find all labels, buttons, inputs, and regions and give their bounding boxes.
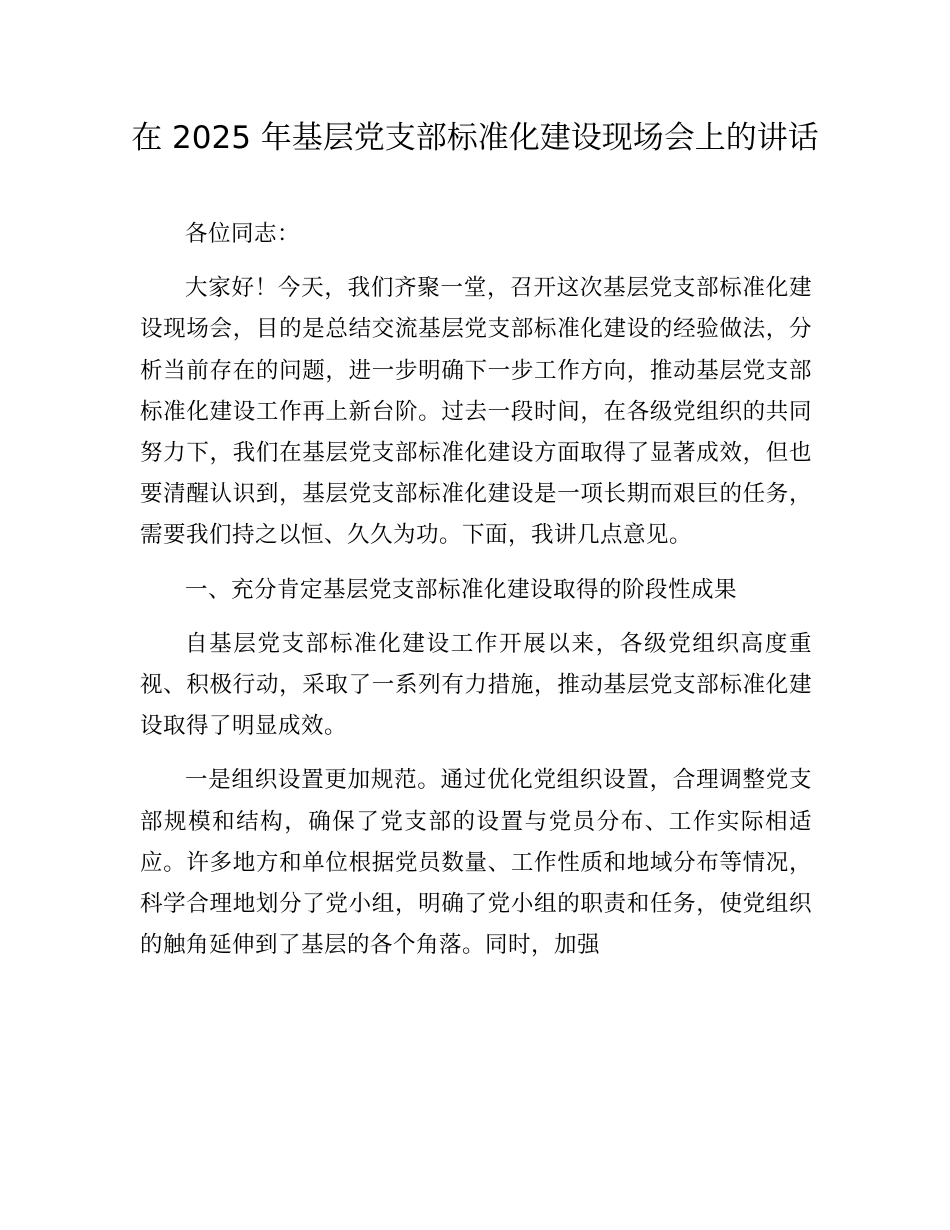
- document-body: [140, 214, 812, 979]
- salutation: 各位同志：: [185, 221, 301, 247]
- paragraph-organization: 一是组织设置更加规范。通过优化党组织设置，合理调整党支部规模和结构，确保了党支部的设置与党员分布、工作实际相适应。许多地方和单位根据党员数量、工作性质和地域分布等情况，科学合理地划分了党小组，明确了党小组的职责和任务，使党组织的触角延伸到了基层的各个角落。同时，加强: [140, 767, 812, 959]
- paragraph-achievements: 自基层党支部标准化建设工作开展以来，各级党组织高度重视、积极行动，采取了一系列有力措施，推动基层党支部标准化建设取得了明显成效。: [140, 630, 812, 740]
- document-title: 在 2025 年基层党支部标准化建设现场会上的讲话: [131, 120, 819, 156]
- section-heading: 一、充分肯定基层党支部标准化建设取得的阶段性成果: [185, 576, 738, 603]
- paragraph-opening: 大家好！今天，我们齐聚一堂，召开这次基层党支部标准化建设现场会，目的是总结交流基层党支部标准化建设的经验做法，分析当前存在的问题，进一步明确下一步工作方向，推动基层党支部标准化建设工作再上新台阶。过去一段时间，在各级党组织的共同努力下，我们在基层党支部标准化建设方面取得了显著成效，但也要清醒认识到，基层党支部标准化建设是一项长期而艰巨的任务，需要我们持之以恒、久久为功。下面，我讲几点意见。: [140, 275, 812, 549]
